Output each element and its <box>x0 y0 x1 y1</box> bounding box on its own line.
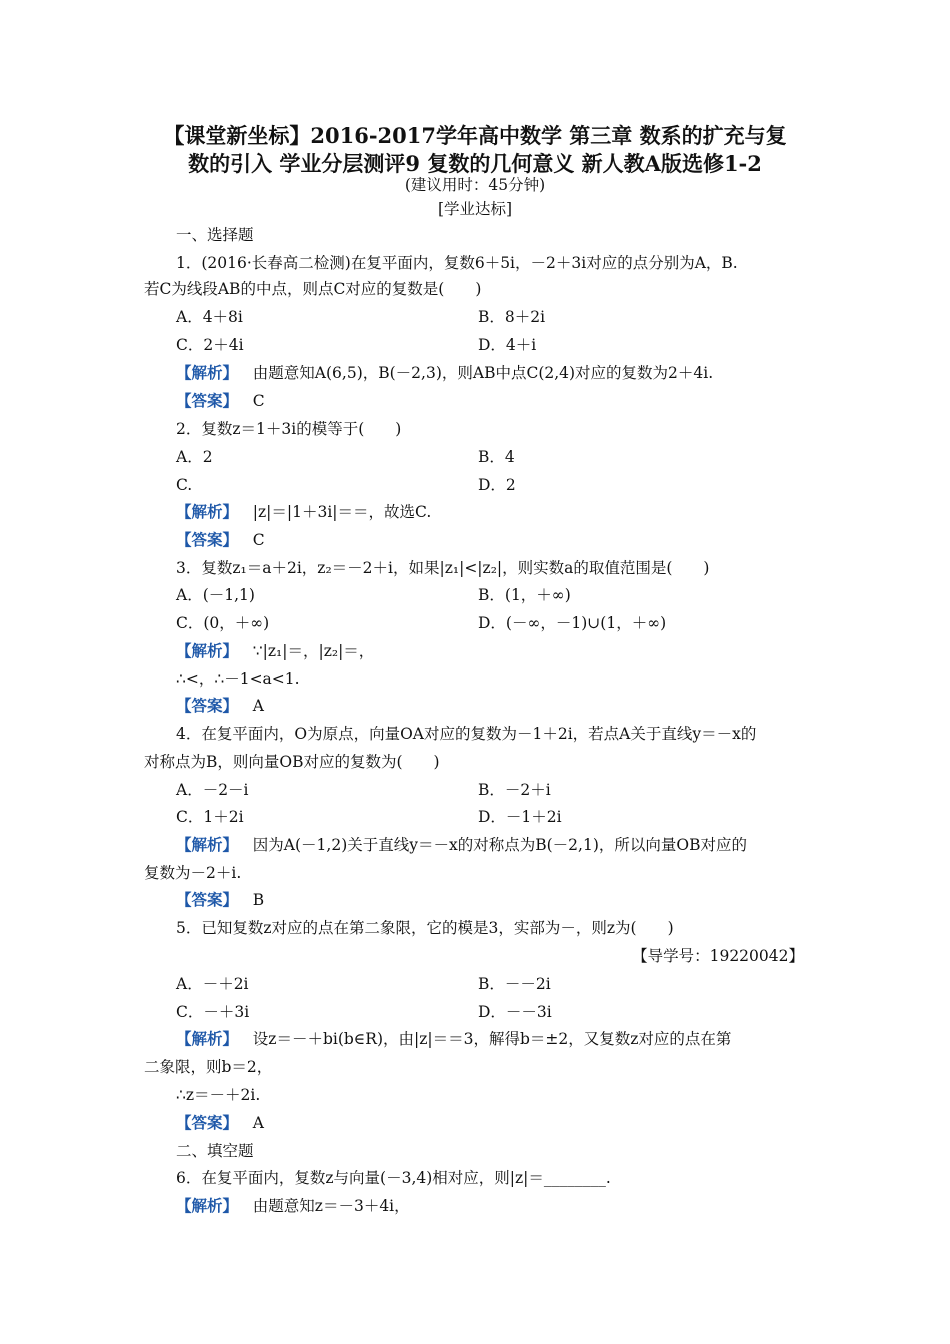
q2-answer-text: C <box>252 531 265 549</box>
q4-analysis-line-2: 复数为－2＋i. <box>144 864 242 882</box>
q5-stem: 5．已知复数z对应的点在第二象限，它的模是3，实部为－，则z为( ) <box>176 919 674 937</box>
q1-option-d: D．4＋i <box>478 336 537 354</box>
q4-answer-text: B <box>252 891 265 909</box>
q1-option-b: B．8＋2i <box>478 308 546 326</box>
q2-analysis-text: |z|＝|1＋3i|＝＝，故选C. <box>252 503 432 521</box>
q2-analysis <box>176 501 431 523</box>
q3-option-a: A．(－1,1) <box>176 586 255 604</box>
q4-option-a: A．－2－i <box>176 781 249 799</box>
q3-answer <box>176 695 264 717</box>
analysis-label: 【解析】 <box>176 641 239 660</box>
q1-analysis-text: 由题意知A(6,5)，B(－2,3)，则AB中点C(2,4)对应的复数为2＋4i. <box>252 364 714 382</box>
q5-analysis <box>176 1028 731 1050</box>
q1-stem-line-2: 若C为线段AB的中点，则点C对应的复数是( ) <box>144 280 482 298</box>
q1-option-c: C．2＋4i <box>176 336 244 354</box>
analysis-label: 【解析】 <box>176 1029 239 1048</box>
q5-analysis-text: 设z＝－＋bi(b∈R)，由|z|＝＝3，解得b＝±2，又复数z对应的点在第 <box>252 1030 732 1048</box>
time-note: (建议用时：45分钟) <box>404 176 546 194</box>
q4-option-c: C．1＋2i <box>176 808 244 826</box>
q5-answer-text: A <box>252 1114 264 1132</box>
q6-analysis <box>176 1195 410 1217</box>
analysis-label: 【解析】 <box>176 363 239 382</box>
answer-label: 【答案】 <box>176 391 239 410</box>
q5-option-b: B．－－2i <box>478 975 551 993</box>
q5-analysis-line-2: 二象限，则b＝2， <box>144 1058 273 1076</box>
q5-analysis-line-3: ∴z＝－＋2i. <box>176 1086 261 1104</box>
q4-option-b: B．－2＋i <box>478 781 551 799</box>
q1-analysis <box>176 362 713 384</box>
document-title-line-2: 数的引入 学业分层测评9 复数的几何意义 新人教A版选修1-2 <box>188 151 762 176</box>
answer-label: 【答案】 <box>176 890 239 909</box>
q1-answer-text: C <box>252 392 265 410</box>
q3-option-b: B．(1，＋∞) <box>478 586 571 604</box>
q5-option-d: D．－－3i <box>478 1003 552 1021</box>
q3-analysis <box>176 640 374 662</box>
q4-analysis-text: 因为A(－1,2)关于直线y＝－x的对称点为B(－2,1)，所以向量OB对应的 <box>252 836 747 854</box>
q1-option-a: A．4＋8i <box>176 308 243 326</box>
q5-option-c: C．－＋3i <box>176 1003 250 1021</box>
q3-option-c: C．(0，＋∞) <box>176 614 270 632</box>
q2-answer <box>176 529 265 551</box>
q5-option-a: A．－＋2i <box>176 975 249 993</box>
analysis-label: 【解析】 <box>176 502 239 521</box>
part1-heading: 一、选择题 <box>176 226 254 244</box>
q2-option-b: B．4 <box>478 448 515 466</box>
answer-label: 【答案】 <box>176 696 239 715</box>
q4-answer <box>176 889 264 911</box>
part2-heading: 二、填空题 <box>176 1142 254 1160</box>
q1-answer <box>176 390 265 412</box>
q4-analysis <box>176 834 747 856</box>
document-title-line-1: 【课堂新坐标】2016-2017学年高中数学 第三章 数系的扩充与复 <box>163 123 787 148</box>
q5-answer <box>176 1112 264 1134</box>
q4-stem-line-2: 对称点为B，则向量OB对应的复数为( ) <box>144 753 440 771</box>
q4-option-d: D．－1＋2i <box>478 808 562 826</box>
q6-analysis-text: 由题意知z＝－3＋4i， <box>252 1197 410 1215</box>
section-level: [学业达标] <box>437 200 513 218</box>
q1-stem-line-1: 1．(2016·长春高二检测)在复平面内，复数6＋5i，－2＋3i对应的点分别为A，B. <box>176 254 738 272</box>
q2-option-d: D．2 <box>478 476 516 494</box>
q3-analysis-text: ∵|z₁|＝，|z₂|＝， <box>252 642 375 660</box>
q4-stem-line-1: 4．在复平面内，O为原点，向量OA对应的复数为－1＋2i，若点A关于直线y＝－x的 <box>176 725 757 743</box>
analysis-label: 【解析】 <box>176 1196 239 1215</box>
q2-option-c: C. <box>176 476 193 494</box>
q3-analysis-line-2: ∴<，∴－1<a<1. <box>176 670 300 688</box>
q2-stem: 2．复数z＝1＋3i的模等于( ) <box>176 420 402 438</box>
q6-stem: 6．在复平面内，复数z与向量(－3,4)相对应，则|z|＝________. <box>176 1169 611 1187</box>
q5-guide-number: 【导学号：19220042】 <box>632 947 804 965</box>
q2-option-a: A．2 <box>176 448 213 466</box>
q3-stem: 3．复数z₁＝a＋2i，z₂＝－2＋i，如果|z₁|<|z₂|，则实数a的取值范围是( ) <box>176 559 710 577</box>
answer-label: 【答案】 <box>176 530 239 549</box>
q3-option-d: D．(－∞，－1)∪(1，＋∞) <box>478 614 667 632</box>
answer-label: 【答案】 <box>176 1113 239 1132</box>
q3-answer-text: A <box>252 697 264 715</box>
analysis-label: 【解析】 <box>176 835 239 854</box>
